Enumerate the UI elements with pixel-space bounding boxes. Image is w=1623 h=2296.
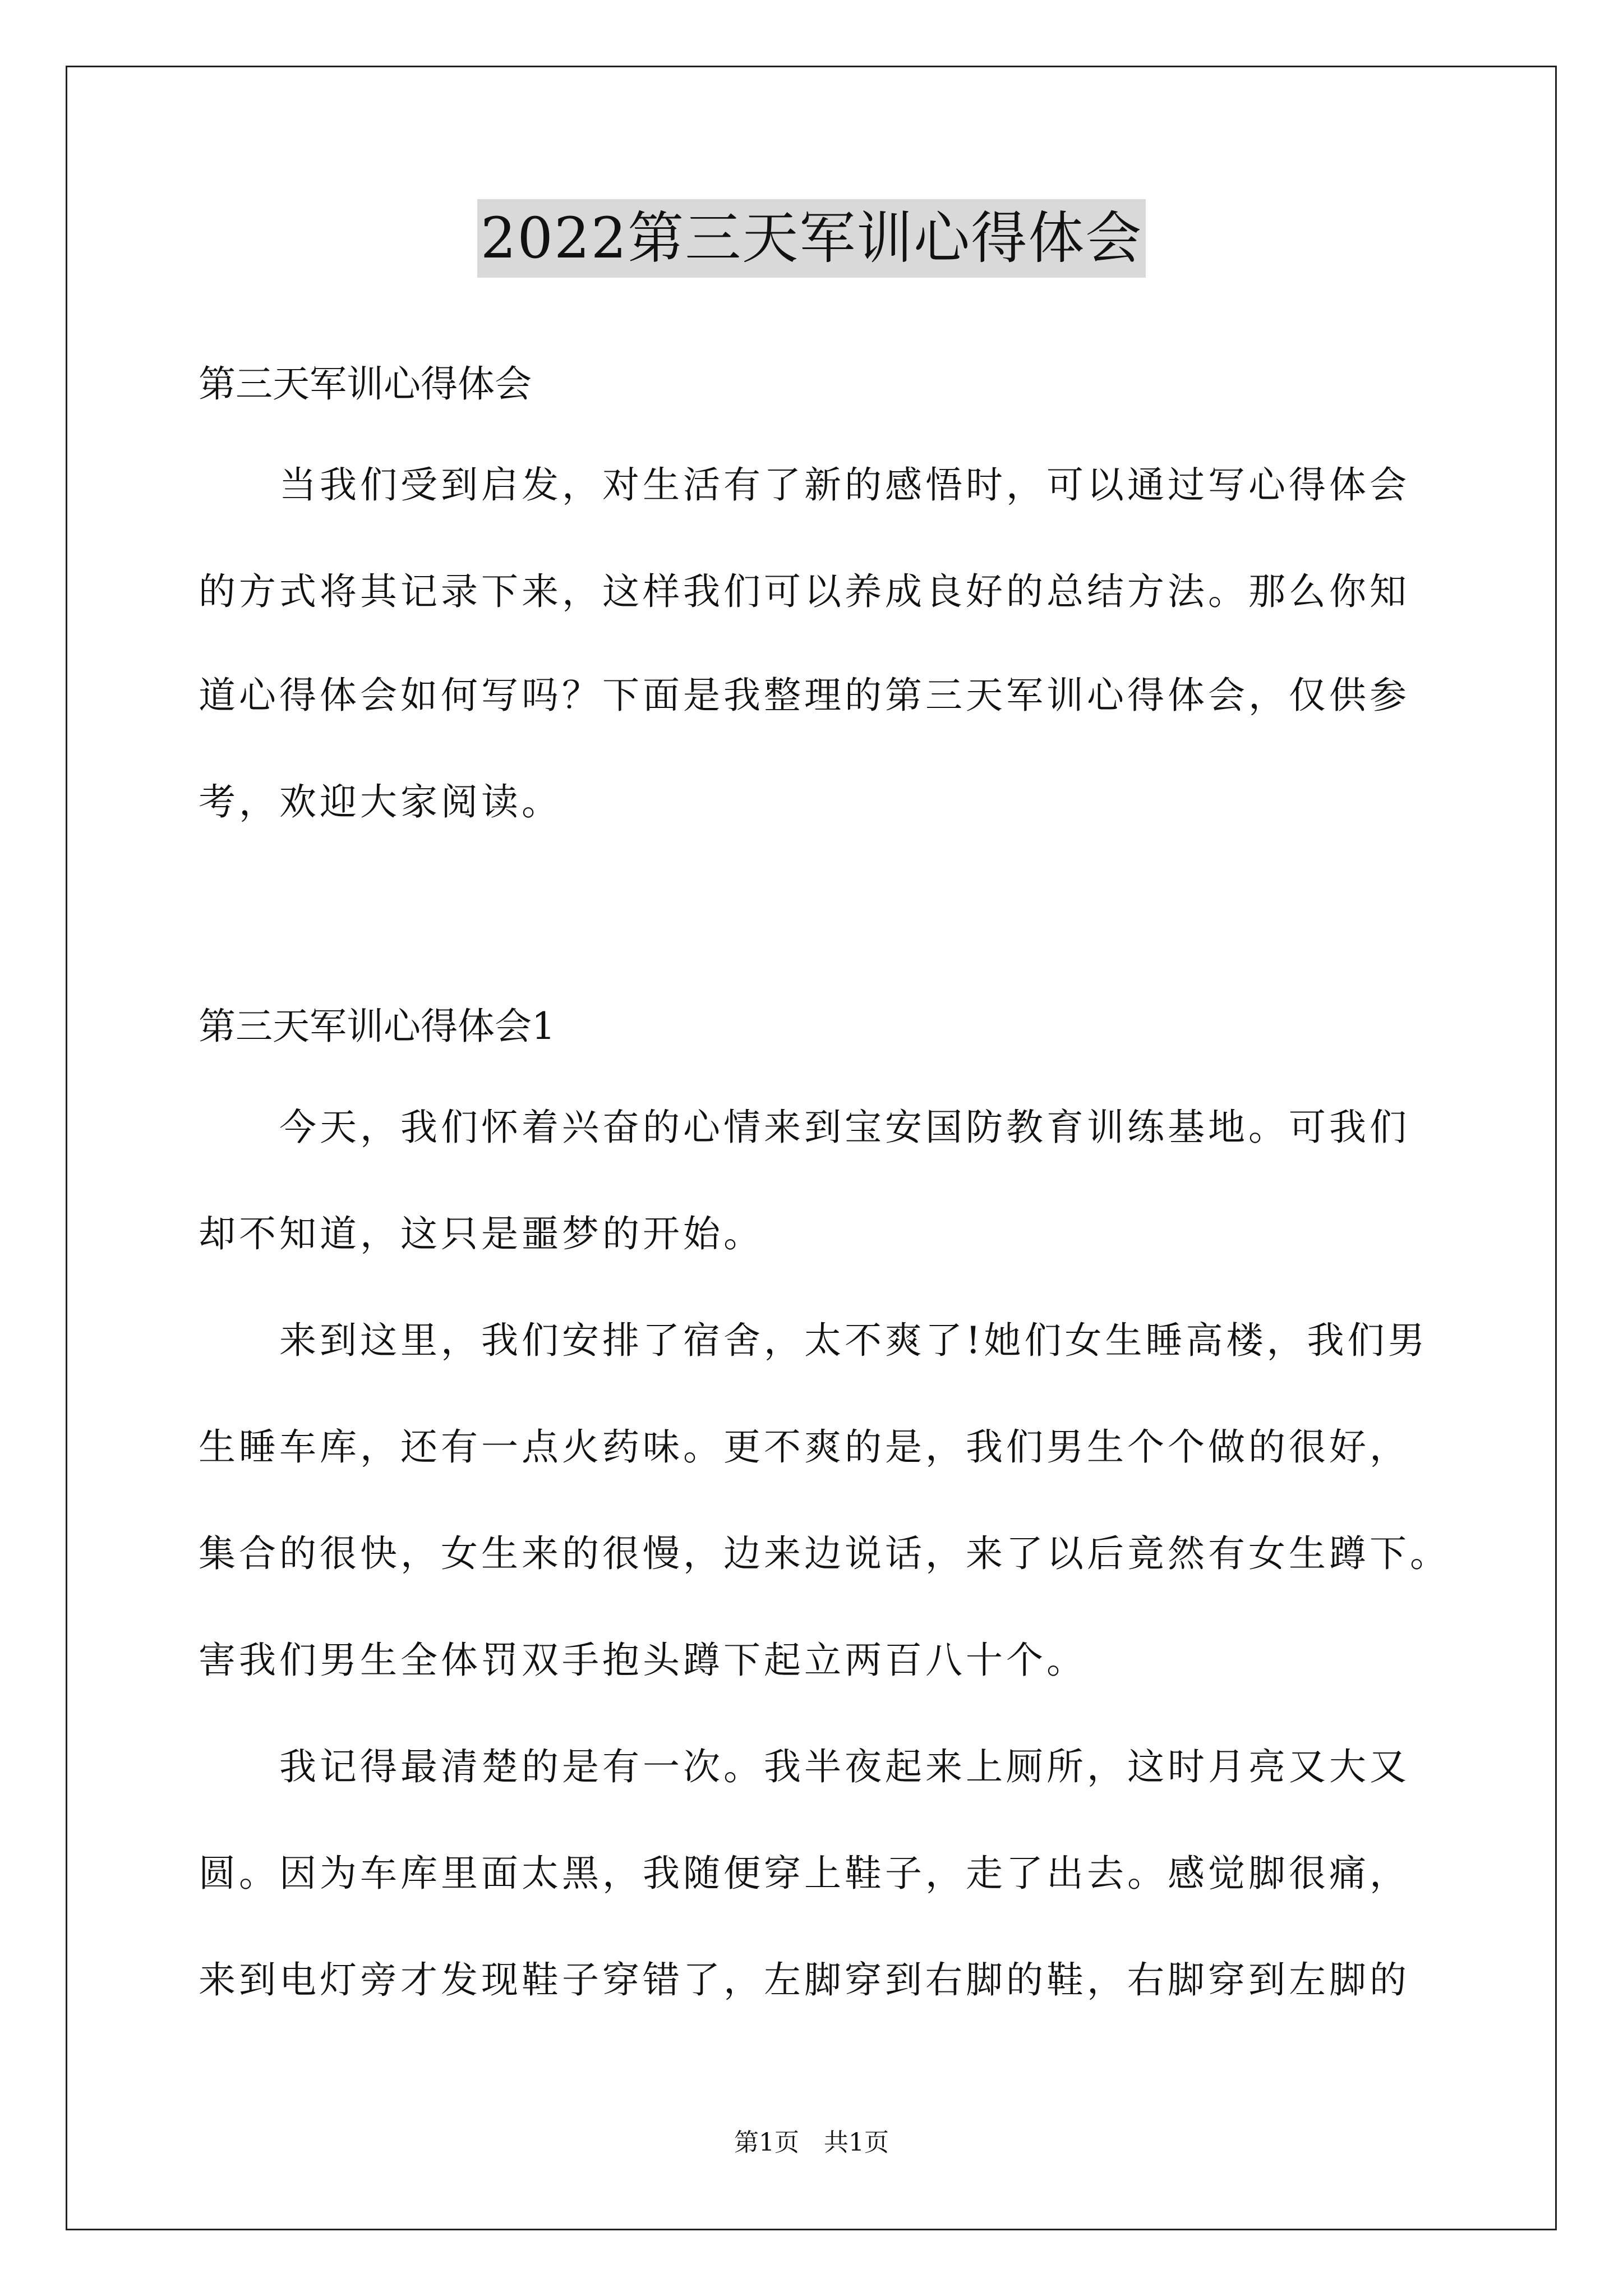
section1-line-7: 我记得最清楚的是有一次。我半夜起来上厕所，这时月亮又大又 bbox=[199, 1745, 1410, 1788]
document-title: 2022第三天军训心得体会 bbox=[477, 199, 1146, 278]
section1-heading: 第三天军训心得体会1 bbox=[199, 1005, 555, 1048]
intro-line-3: 道心得体会如何写吗？下面是我整理的第三天军训心得体会，仅供参 bbox=[199, 674, 1410, 717]
section1-line-2: 却不知道，这只是噩梦的开始。 bbox=[199, 1212, 764, 1255]
section1-line-9: 来到电灯旁才发现鞋子穿错了，左脚穿到右脚的鞋，右脚穿到左脚的 bbox=[199, 1958, 1410, 2001]
section1-line-3: 来到这里，我们安排了宿舍，太不爽了!她们女生睡高楼，我们男 bbox=[199, 1319, 1428, 1362]
section1-line-1: 今天，我们怀着兴奋的心情来到宝安国防教育训练基地。可我们 bbox=[199, 1106, 1410, 1149]
title-wrapper bbox=[0, 199, 1623, 278]
intro-line-2: 的方式将其记录下来，这样我们可以养成良好的总结方法。那么你知 bbox=[199, 570, 1410, 613]
section1-line-8: 圆。因为车库里面太黑，我随便穿上鞋子，走了出去。感觉脚很痛， bbox=[199, 1852, 1410, 1895]
intro-line-4: 考，欢迎大家阅读。 bbox=[199, 780, 562, 823]
section1-line-5: 集合的很快，女生来的很慢，边来边说话，来了以后竟然有女生蹲下。 bbox=[199, 1532, 1450, 1575]
section1-line-6: 害我们男生全体罚双手抱头蹲下起立两百八十个。 bbox=[199, 1639, 1087, 1682]
page-footer: 第1页 共1页 bbox=[734, 2128, 889, 2157]
intro-heading: 第三天军训心得体会 bbox=[199, 362, 532, 406]
intro-line-1: 当我们受到启发，对生活有了新的感悟时，可以通过写心得体会 bbox=[199, 463, 1410, 507]
section1-line-4: 生睡车库，还有一点火药味。更不爽的是，我们男生个个做的很好， bbox=[199, 1425, 1410, 1469]
